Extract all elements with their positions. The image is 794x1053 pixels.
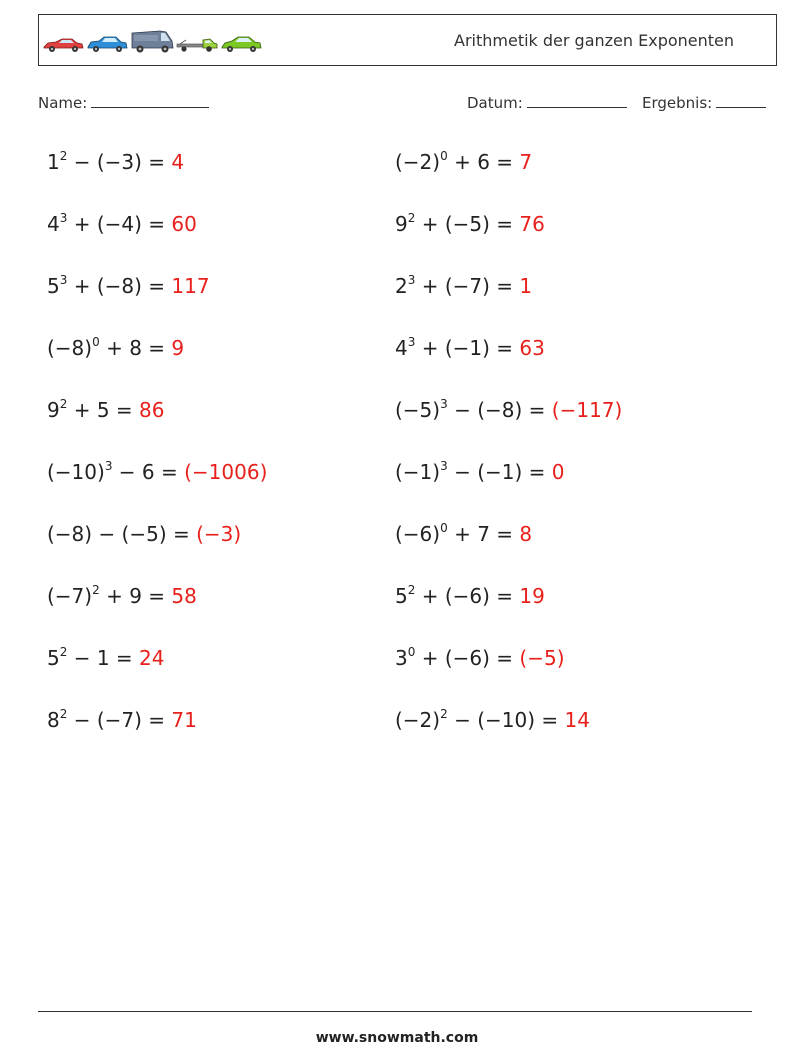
answer: (−117) — [551, 398, 623, 422]
date-field — [467, 93, 627, 112]
problem-item: $4^3 + (-1) = 63$ — [395, 335, 545, 360]
name-label: Name: — [38, 94, 88, 112]
problem-item: $4^3 + (-4) = 60$ — [47, 211, 197, 236]
problem-item: $1^2 - (-3) = 4$ — [47, 149, 185, 174]
footer-url[interactable]: www.snowmath.com — [315, 1030, 479, 1046]
answer: 58 — [171, 584, 197, 608]
answer: 0 — [551, 460, 565, 484]
answer: 7 — [519, 150, 533, 174]
answer: 117 — [171, 274, 210, 298]
answer: (−5) — [519, 646, 565, 670]
blue-car-icon — [86, 35, 128, 53]
problem-item: $(-7)^2 + 9 = 58$ — [47, 583, 197, 608]
worksheet-title: Arithmetik der ganzen Exponenten — [454, 31, 735, 50]
answer: 4 — [171, 150, 185, 174]
problem-item: $(-2)^2 - (-10) = 14$ — [395, 707, 590, 732]
score-label: Ergebnis: — [642, 94, 713, 112]
green-car-icon — [220, 35, 262, 53]
date-label: Datum: — [467, 94, 523, 112]
answer: 9 — [171, 336, 185, 360]
problem-item: $5^3 + (-8) = 117$ — [47, 273, 210, 298]
tow-truck-icon — [176, 35, 218, 53]
problem-item: $(-5)^3 - (-8) = (-117)$ — [395, 397, 623, 422]
vehicle-icons — [42, 29, 262, 53]
name-field — [38, 93, 209, 112]
red-car-icon — [42, 37, 84, 53]
score-blank-line[interactable] — [716, 93, 766, 108]
problem-item: $(-1)^3 - (-1) = 0$ — [395, 459, 565, 484]
van-icon — [130, 29, 174, 53]
answer: 63 — [519, 336, 545, 360]
answer: 71 — [171, 708, 197, 732]
answer: (−1006) — [184, 460, 268, 484]
problem-item: $5^2 - 1 = 24$ — [47, 645, 165, 670]
problem-item: $2^3 + (-7) = 1$ — [395, 273, 533, 298]
answer: 14 — [564, 708, 590, 732]
footer-divider — [38, 1011, 752, 1012]
problem-item: $(-10)^3 - 6 = (-1006)$ — [47, 459, 268, 484]
problem-item: $9^2 + 5 = 86$ — [47, 397, 165, 422]
problem-item: $(-6)^0 + 7 = 8$ — [395, 521, 533, 546]
date-blank-line[interactable] — [527, 93, 627, 108]
answer: 60 — [171, 212, 197, 236]
problem-item: (−8) − (−5) = (−3) — [47, 522, 242, 546]
problem-item: $5^2 + (-6) = 19$ — [395, 583, 545, 608]
answer: 1 — [519, 274, 533, 298]
answer: 8 — [519, 522, 533, 546]
problem-item: $3^0 + (-6) = (-5)$ — [395, 645, 565, 670]
answer: 19 — [519, 584, 545, 608]
problem-item: $(-2)^0 + 6 = 7$ — [395, 149, 533, 174]
problem-item: $8^2 - (-7) = 71$ — [47, 707, 197, 732]
answer: (−3) — [196, 522, 242, 546]
header-box — [38, 14, 777, 66]
answer: 24 — [139, 646, 165, 670]
answer: 76 — [519, 212, 545, 236]
name-blank-line[interactable] — [91, 93, 209, 108]
problem-item: $(-8)^0 + 8 = 9$ — [47, 335, 185, 360]
answer: 86 — [139, 398, 165, 422]
problem-item: $9^2 + (-5) = 76$ — [395, 211, 545, 236]
score-field — [642, 93, 766, 112]
